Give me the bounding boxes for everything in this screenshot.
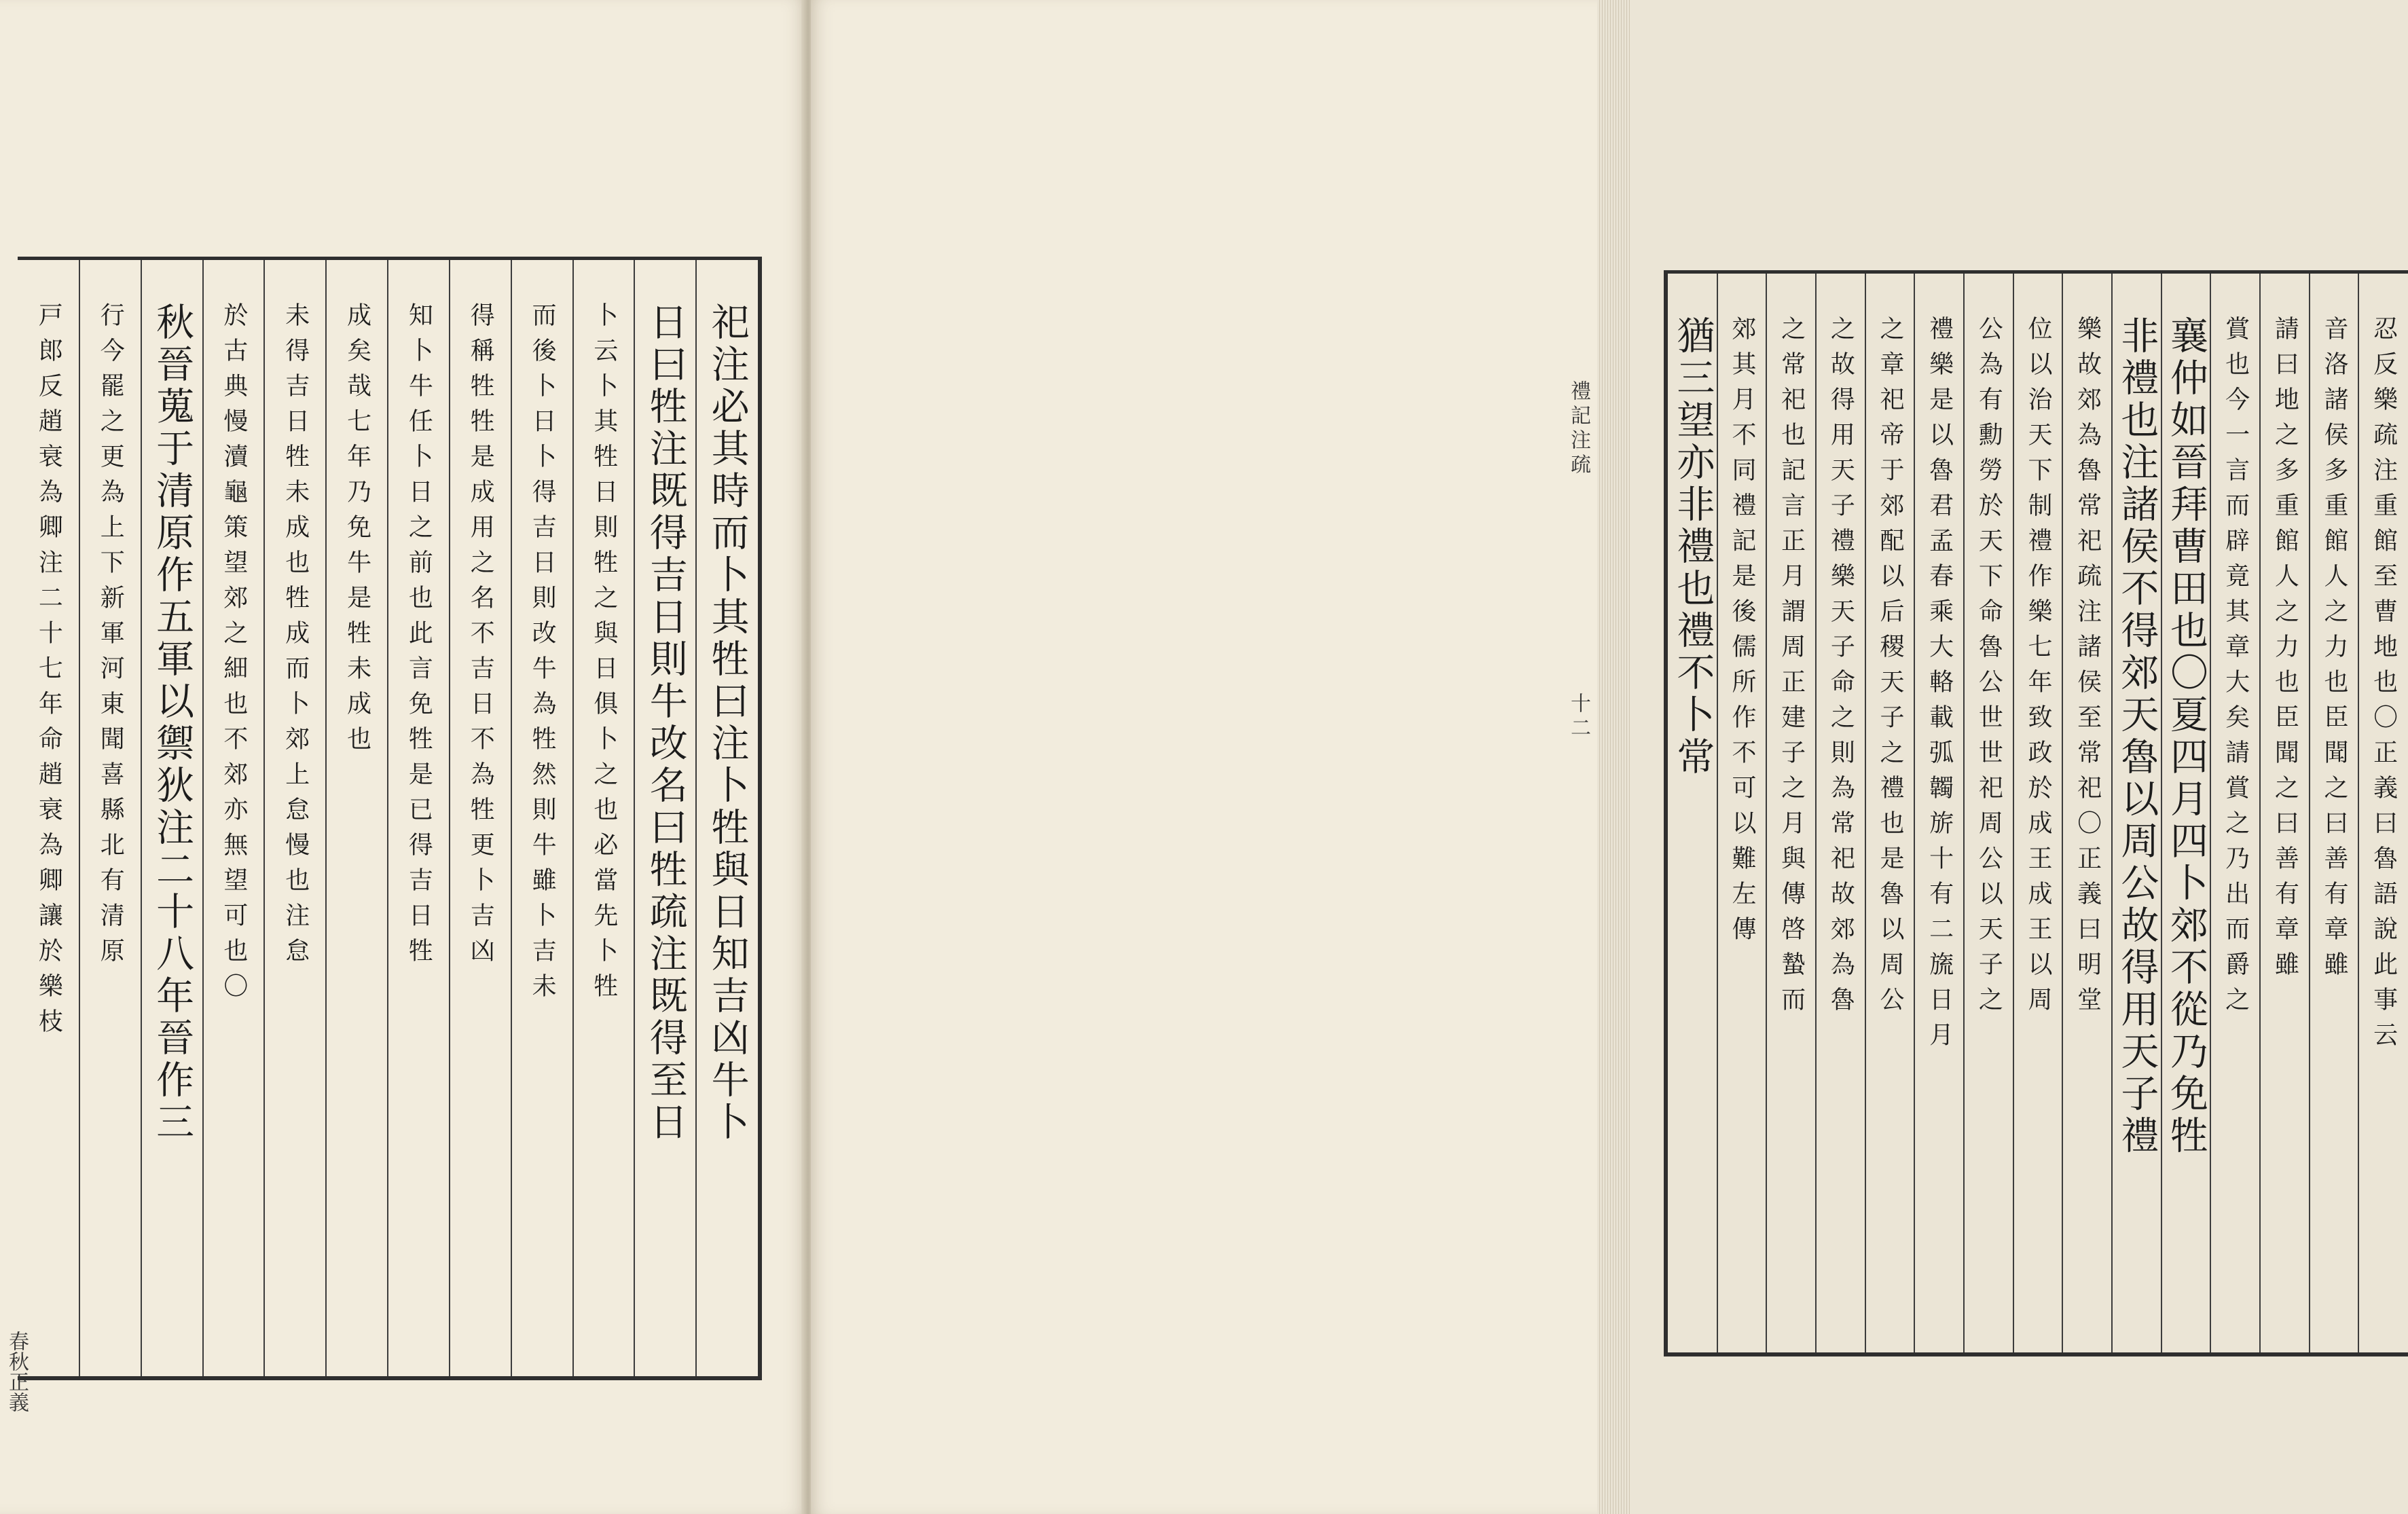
right-column-text: 音洛諸侯多重館人之力也臣聞之曰善有章雖 — [2320, 316, 2348, 986]
right-column — [1766, 274, 1816, 1352]
left-column — [450, 260, 511, 1376]
left-column-text: 得稱牲牲是成用之名不吉日不為牲更卜吉凶 — [467, 302, 495, 973]
right-column-text: 之常祀也記言正月謂周正建子之月與傳啓蟄而 — [1777, 316, 1806, 1022]
fore-edge — [1597, 0, 1630, 1514]
left-column-text: 日曰牲注既得吉日則牛改名曰牲疏注既得至日 — [643, 302, 688, 1144]
left-margin-mark: 春秋正義 — [5, 1331, 29, 1412]
right-column-text: 非禮也注諸侯不得郊天魯以周公故得用天子禮 — [2115, 316, 2159, 1158]
left-column — [79, 260, 141, 1376]
right-column — [2062, 274, 2112, 1352]
left-column-text: 祀注必其時而卜其牲曰注卜牲與日知吉凶牛卜 — [705, 302, 750, 1144]
left-column-text: 行今罷之更為上下新軍河東聞喜縣北有清原 — [96, 302, 125, 973]
left-column-text: 卜云卜其牲日則牲之與日俱卜之也必當先卜牲 — [589, 302, 618, 1008]
right-column-text: 襄仲如晉拜曹田也〇夏四月四卜郊不從乃免牲 — [2164, 316, 2208, 1158]
right-column-text: 樂故郊為魯常祀疏注諸侯至常祀〇正義曰明堂 — [2073, 316, 2102, 1022]
right-column — [1964, 274, 2013, 1352]
right-page — [811, 0, 2398, 1514]
left-column — [264, 260, 326, 1376]
right-margin-title: 禮記注疏 — [1567, 380, 1590, 478]
left-column — [203, 260, 265, 1376]
left-page — [0, 0, 805, 1514]
left-column — [696, 260, 758, 1376]
right-column-text: 請曰地之多重館人之力也臣聞之曰善有章雖 — [2271, 316, 2299, 986]
right-column — [1816, 274, 1865, 1352]
left-column-text: 秋晉蒐于清原作五軍以禦狄注二十八年晉作三 — [150, 302, 195, 1144]
left-column-text: 未得吉日牲未成也牲成而卜郊上怠慢也注怠 — [281, 302, 310, 973]
right-column-text: 公為有勳勞於天下命魯公世世祀周公以天子之 — [1975, 316, 2003, 1022]
left-column — [326, 260, 388, 1376]
left-text-frame — [18, 257, 762, 1380]
left-column-text: 知卜牛任卜日之前也此言免牲是已得吉日牲 — [405, 302, 433, 973]
left-column-text: 成矣哉七年乃免牛是牲未成也 — [343, 302, 371, 761]
right-column-text: 猶三望亦非禮也禮不卜常 — [1671, 316, 1715, 779]
left-column-text: 於古典慢瀆龜策望郊之細也不郊亦無望可也〇 — [219, 302, 248, 1008]
right-column — [1865, 274, 1915, 1352]
right-column — [2310, 274, 2359, 1352]
left-column-text: 戸郎反趙衰為卿注二十七年命趙衰為卿讓於樂枝 — [35, 302, 63, 1044]
left-column — [388, 260, 450, 1376]
left-column — [141, 260, 203, 1376]
right-column — [2013, 274, 2063, 1352]
folio-number: 十二 — [1567, 693, 1590, 741]
right-column-text: 位以治天下制禮作樂七年致政於成王成王以周 — [2024, 316, 2052, 1022]
right-column-text: 忍反樂疏注重館至曹地也〇正義曰魯語說此事云 — [2369, 316, 2398, 1057]
right-column — [2260, 274, 2310, 1352]
right-column-text: 禮樂是以魯君孟春乘大輅載弧韣旂十有二旒日月 — [1925, 316, 1954, 1057]
right-text-frame — [1664, 270, 2408, 1356]
right-column — [2161, 274, 2211, 1352]
left-column — [634, 260, 696, 1376]
left-column — [573, 260, 635, 1376]
right-column-text: 之章祀帝于郊配以后稷天子之禮也是魯以周公 — [1876, 316, 1904, 1022]
left-column — [18, 260, 79, 1376]
right-column — [2112, 274, 2161, 1352]
left-column-text: 而後卜日卜得吉日則改牛為牲然則牛雖卜吉未 — [528, 302, 557, 1008]
right-column — [2210, 274, 2260, 1352]
right-column-text: 賞也今一言而辟竟其章大矣請賞之乃出而爵之 — [2221, 316, 2250, 1022]
left-column — [511, 260, 573, 1376]
right-column — [1914, 274, 1964, 1352]
right-column-text: 郊其月不同禮記是後儒所作不可以難左傳 — [1728, 316, 1756, 951]
right-column — [1717, 274, 1767, 1352]
right-column — [1668, 274, 1717, 1352]
right-column — [2358, 274, 2408, 1352]
right-column-text: 之故得用天子禮樂天子命之則為常祀故郊為魯 — [1827, 316, 1855, 1022]
